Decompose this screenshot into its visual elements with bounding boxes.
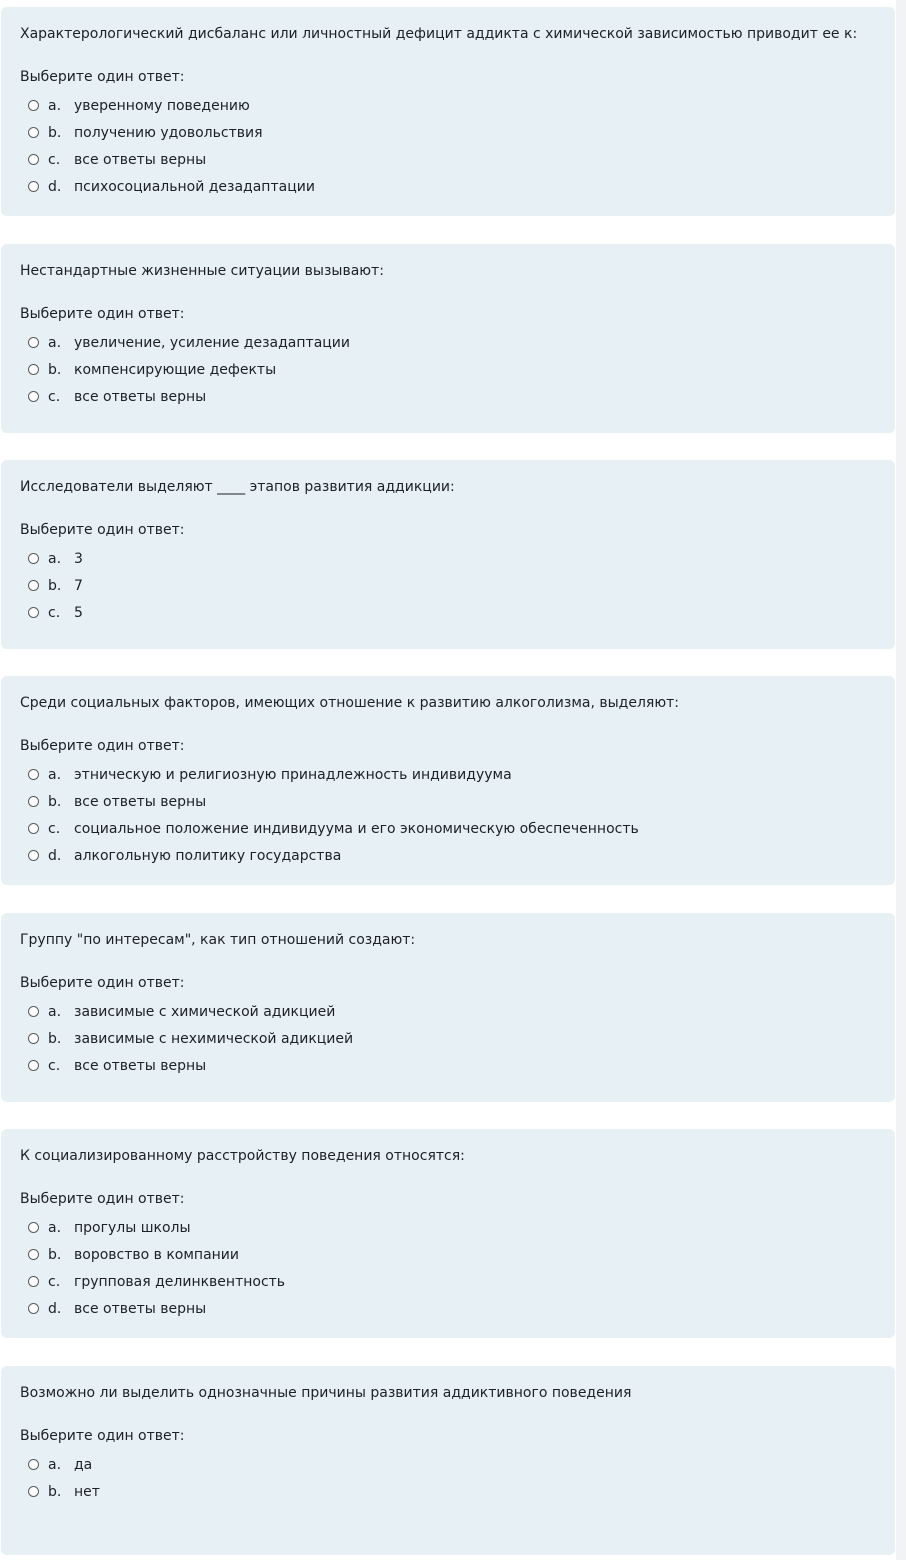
radio-button[interactable] — [28, 100, 39, 111]
radio-button[interactable] — [28, 1459, 39, 1470]
question-card-1 — [1, 7, 895, 216]
answer-letter: b. — [48, 124, 62, 141]
radio-button[interactable] — [28, 337, 39, 348]
answer-letter: a. — [48, 1003, 62, 1020]
answer-letter: a. — [48, 1219, 62, 1236]
answer-option-c[interactable] — [20, 599, 876, 626]
answer-option-a[interactable] — [20, 1451, 876, 1478]
radio-button[interactable] — [28, 154, 39, 165]
answer-letter: d. — [48, 1300, 62, 1317]
answer-letter: b. — [48, 361, 62, 378]
answer-option-b[interactable] — [20, 1241, 876, 1268]
answer-list — [20, 761, 876, 869]
radio-button[interactable] — [28, 796, 39, 807]
question-card-2 — [1, 244, 895, 433]
question-card-3 — [1, 460, 895, 649]
answer-option-d[interactable] — [20, 842, 876, 869]
answer-letter: b. — [48, 1483, 62, 1500]
question-text: Возможно ли выделить однозначные причины развития аддиктивного поведения — [20, 1385, 632, 1401]
answer-option-c[interactable] — [20, 1268, 876, 1295]
answer-option-d[interactable] — [20, 1295, 876, 1322]
question-card-5 — [1, 913, 895, 1102]
answer-option-b[interactable] — [20, 1025, 876, 1052]
radio-button[interactable] — [28, 1060, 39, 1071]
answer-label[interactable]: 5 — [74, 604, 83, 621]
radio-button[interactable] — [28, 769, 39, 780]
answer-option-b[interactable] — [20, 1478, 876, 1505]
answer-option-b[interactable] — [20, 356, 876, 383]
answer-label[interactable]: психосоциальной дезадаптации — [74, 178, 315, 195]
answer-list — [20, 92, 876, 200]
answer-prompt: Выберите один ответ: — [20, 738, 185, 754]
radio-button[interactable] — [28, 1276, 39, 1287]
radio-button[interactable] — [28, 127, 39, 138]
answer-letter: a. — [48, 550, 62, 567]
answer-option-a[interactable] — [20, 998, 876, 1025]
answer-list — [20, 1214, 876, 1322]
answer-label[interactable]: зависимые с химической адикцией — [74, 1003, 336, 1020]
answer-label[interactable]: зависимые с нехимической адикцией — [74, 1030, 354, 1047]
answer-option-a[interactable] — [20, 545, 876, 572]
answer-option-c[interactable] — [20, 146, 876, 173]
answer-list — [20, 545, 876, 626]
answer-option-b[interactable] — [20, 788, 876, 815]
question-card-6 — [1, 1129, 895, 1338]
answer-label[interactable]: групповая делинквентность — [74, 1273, 286, 1290]
question-text: Нестандартные жизненные ситуации вызывают: — [20, 263, 384, 279]
answer-option-a[interactable] — [20, 761, 876, 788]
answer-letter: b. — [48, 1030, 62, 1047]
question-text: Характерологический дисбаланс или личностный дефицит аддикта с химической зависимостью приводит ее к: — [20, 26, 858, 42]
answer-letter: a. — [48, 766, 62, 783]
radio-button[interactable] — [28, 850, 39, 861]
question-text: Исследователи выделяют ____ этапов развития аддикции: — [20, 479, 455, 495]
radio-button[interactable] — [28, 1222, 39, 1233]
answer-letter: c. — [48, 1273, 61, 1290]
question-text: Группу "по интересам", как тип отношений создают: — [20, 932, 416, 948]
answer-list — [20, 1451, 876, 1505]
answer-label[interactable]: все ответы верны — [74, 1300, 207, 1317]
answer-option-a[interactable] — [20, 1214, 876, 1241]
answer-label[interactable]: все ответы верны — [74, 151, 207, 168]
radio-button[interactable] — [28, 553, 39, 564]
radio-button[interactable] — [28, 1249, 39, 1260]
answer-label[interactable]: уверенному поведению — [74, 97, 250, 114]
answer-option-c[interactable] — [20, 1052, 876, 1079]
answer-letter: b. — [48, 793, 62, 810]
answer-letter: c. — [48, 1057, 61, 1074]
answer-label[interactable]: да — [74, 1456, 93, 1473]
answer-option-c[interactable] — [20, 383, 876, 410]
radio-button[interactable] — [28, 607, 39, 618]
radio-button[interactable] — [28, 391, 39, 402]
radio-button[interactable] — [28, 181, 39, 192]
answer-label[interactable]: нет — [74, 1483, 100, 1500]
answer-letter: a. — [48, 97, 62, 114]
answer-label[interactable]: получению удовольствия — [74, 124, 263, 141]
answer-letter: c. — [48, 388, 61, 405]
answer-letter: d. — [48, 847, 62, 864]
answer-label[interactable]: этническую и религиозную принадлежность индивидуума — [74, 766, 512, 783]
answer-prompt: Выберите один ответ: — [20, 1428, 185, 1444]
answer-label[interactable]: 3 — [74, 550, 83, 567]
answer-list — [20, 329, 876, 410]
answer-letter: d. — [48, 178, 62, 195]
answer-option-d[interactable] — [20, 173, 876, 200]
radio-button[interactable] — [28, 1486, 39, 1497]
answer-label[interactable]: алкогольную политику государства — [74, 847, 342, 864]
page-scroll-gutter — [896, 0, 906, 1560]
answer-prompt: Выберите один ответ: — [20, 306, 185, 322]
answer-option-a[interactable] — [20, 329, 876, 356]
answer-letter: b. — [48, 1246, 62, 1263]
answer-label[interactable]: прогулы школы — [74, 1219, 191, 1236]
radio-button[interactable] — [28, 1006, 39, 1017]
radio-button[interactable] — [28, 580, 39, 591]
question-text: К социализированному расстройству поведения относятся: — [20, 1148, 465, 1164]
answer-prompt: Выберите один ответ: — [20, 1191, 185, 1207]
radio-button[interactable] — [28, 1303, 39, 1314]
answer-letter: b. — [48, 577, 62, 594]
radio-button[interactable] — [28, 364, 39, 375]
radio-button[interactable] — [28, 823, 39, 834]
answer-label[interactable]: 7 — [74, 577, 83, 594]
answer-option-b[interactable] — [20, 572, 876, 599]
answer-prompt: Выберите один ответ: — [20, 69, 185, 85]
question-text: Среди социальных факторов, имеющих отношение к развитию алкоголизма, выделяют: — [20, 695, 679, 711]
answer-label[interactable]: все ответы верны — [74, 388, 207, 405]
answer-letter: c. — [48, 151, 61, 168]
answer-prompt: Выберите один ответ: — [20, 522, 185, 538]
question-card-7 — [1, 1366, 895, 1555]
answer-letter: c. — [48, 820, 61, 837]
answer-label[interactable]: все ответы верны — [74, 1057, 207, 1074]
answer-label[interactable]: социальное положение индивидуума и его экономическую обеспеченность — [74, 820, 639, 837]
answer-list — [20, 998, 876, 1079]
radio-button[interactable] — [28, 1033, 39, 1044]
answer-label[interactable]: воровство в компании — [74, 1246, 240, 1263]
answer-label[interactable]: все ответы верны — [74, 793, 207, 810]
answer-prompt: Выберите один ответ: — [20, 975, 185, 991]
answer-label[interactable]: увеличение, усиление дезадаптации — [74, 334, 350, 351]
answer-option-c[interactable] — [20, 815, 876, 842]
answer-letter: c. — [48, 604, 61, 621]
answer-label[interactable]: компенсирующие дефекты — [74, 361, 277, 378]
answer-letter: a. — [48, 334, 62, 351]
answer-option-b[interactable] — [20, 119, 876, 146]
question-card-4 — [1, 676, 895, 885]
answer-option-a[interactable] — [20, 92, 876, 119]
answer-letter: a. — [48, 1456, 62, 1473]
